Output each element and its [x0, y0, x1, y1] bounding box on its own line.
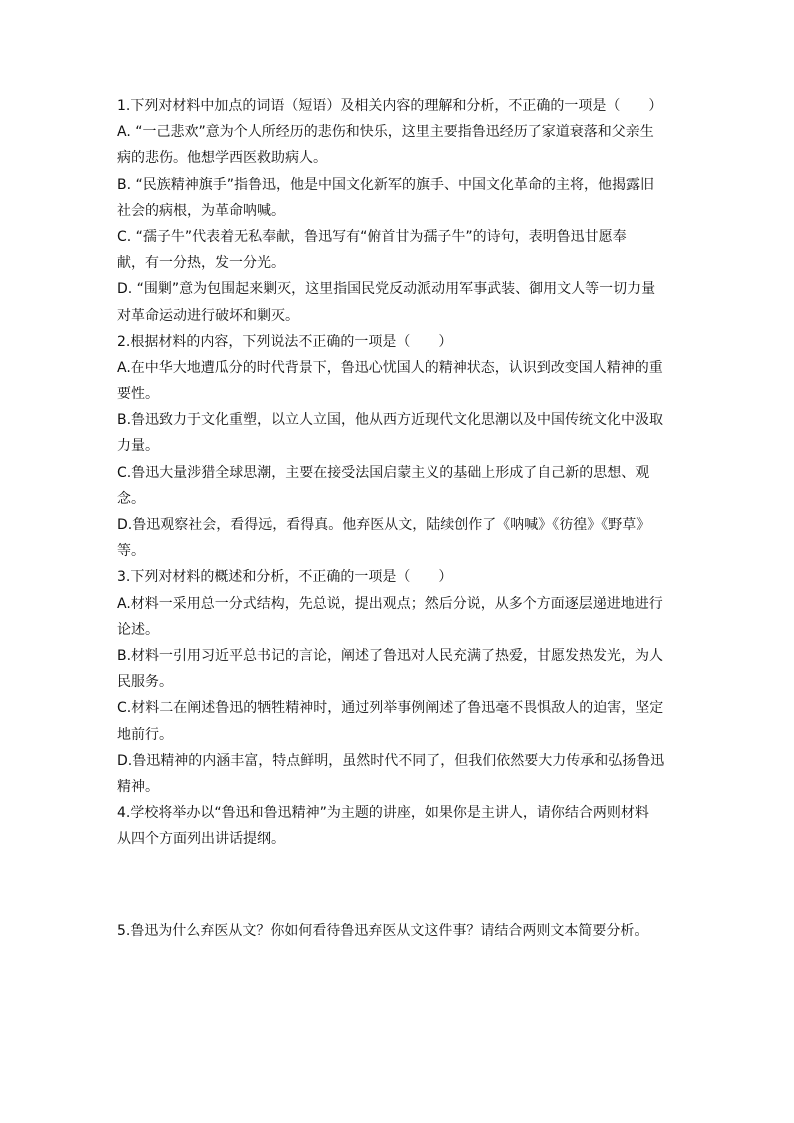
question-1-option-b: B. “民族精神旗手”指鲁迅，他是中国文化新军的旗手、中国文化革命的主将，他揭露旧 社会的病根，为革命呐喊。: [117, 176, 655, 219]
question-4: [117, 800, 672, 852]
question-1-option-a: A. “一己悲欢”意为个人所经历的悲伤和快乐，这里主要指鲁迅经历了家道衰落和父亲生 病的悲伤。他想学西医救助病人。: [117, 124, 654, 167]
question-2-stem: 2.根据材料的内容，下列说法不正确的一项是（ ）: [117, 333, 453, 350]
question-2-option-c: C.鲁迅大量涉猎全球思潮，主要在接受法国启蒙主义的基础上形成了自己新的思想、观 念。: [117, 464, 650, 507]
question-4-stem-cont: 从四个方面列出讲话提纲。: [117, 831, 285, 848]
question-2: [117, 329, 672, 565]
question-1-option-d: D. “围剿”意为包围起来剿灭，这里指国民党反动派动用军事武装、御用文人等一切力量 对革命运动进行破坏和剿灭。: [117, 281, 656, 324]
question-1-option-c: C. “孺子牛”代表着无私奉献，鲁迅写有“俯首甘为孺子牛”的诗句，表明鲁迅甘愿奉 献，有一分热，发一分光。: [117, 228, 627, 272]
question-5-stem: 5.鲁迅为什么弃医从文？你如何看待鲁迅弃医从文这件事？请结合两则文本简要分析。: [117, 923, 649, 940]
question-1: [117, 93, 672, 329]
question-1-stem: 1.下列对材料中加点的词语（短语）及相关内容的理解和分析，不正确的一项是（ ）: [117, 98, 663, 114]
question-3-option-b: B.材料一引用习近平总书记的言论，阐述了鲁迅对人民充满了热爱，甘愿发热发光，为人 民服务。: [117, 647, 664, 691]
question-list: [117, 93, 672, 945]
question-5: [117, 918, 672, 944]
question-3-option-c: C.材料二在阐述鲁迅的牺牲精神时，通过列举事例阐述了鲁迅毫不畏惧敌人的迫害，坚定 地前行。: [117, 700, 664, 743]
question-3-stem: 3.下列对材料的概述和分析，不正确的一项是（ ）: [117, 569, 453, 586]
question-2-option-b: B.鲁迅致力于文化重塑，以立人立国，他从西方近现代文化思潮以及中国传统文化中汲取 力量。: [117, 412, 664, 455]
question-4-stem: 4.学校将举办以“鲁迅和鲁迅精神”为主题的讲座，如果你是主讲人，请你结合两则材料: [117, 805, 649, 822]
answer-space: [117, 852, 672, 914]
question-3-option-d: D.鲁迅精神的内涵丰富，特点鲜明，虽然时代不同了，但我们依然要大力传承和弘扬鲁迅 精神。: [117, 752, 665, 795]
question-2-option-a: A.在中华大地遭瓜分的时代背景下，鲁迅心忧国人的精神状态，认识到改变国人精神的重 要性。: [117, 359, 663, 403]
question-2-option-d: D.鲁迅观察社会，看得远，看得真。他弃医从文，陆续创作了《呐喊》《彷徨》《野草》 等。: [117, 517, 651, 560]
question-3: [117, 564, 672, 800]
question-3-option-a: A.材料一采用总一分式结构，先总说，提出观点；然后分说，从多个方面逐层递进地进行 论述。: [117, 595, 663, 638]
